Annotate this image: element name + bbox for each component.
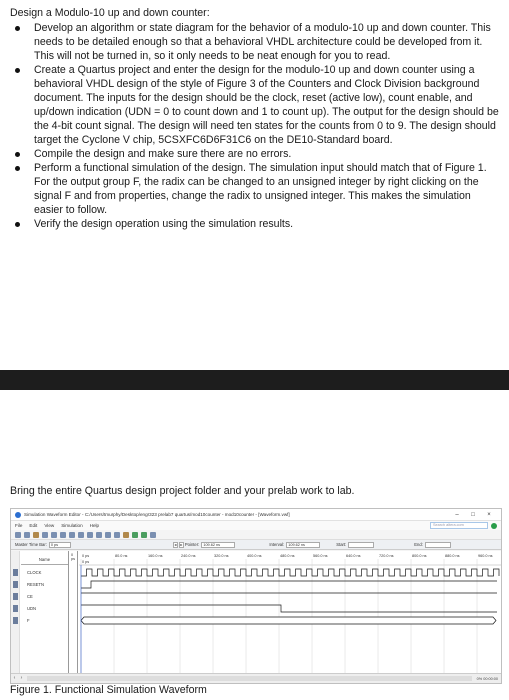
time-tick-label: 480.0 ns xyxy=(280,554,295,558)
value-column-header: 0 ps xyxy=(71,553,76,561)
signal-name[interactable]: RESETN xyxy=(27,582,44,587)
value-column xyxy=(70,551,78,673)
time-tick-label: 800.0 ns xyxy=(412,554,427,558)
maximize-button[interactable]: □ xyxy=(471,511,475,518)
master-time-bar-field[interactable]: 0 ps xyxy=(49,542,71,548)
end-label: End: xyxy=(414,542,423,547)
window-titlebar xyxy=(11,509,501,521)
search-input[interactable]: Search altera.com xyxy=(430,522,488,529)
scroll-track[interactable] xyxy=(27,676,472,681)
node-finder-icon[interactable] xyxy=(33,532,39,538)
figure-caption: Figure 1. Functional Simulation Waveform xyxy=(10,684,207,696)
time-tick-label: 560.0 ns xyxy=(313,554,328,558)
f-bus-waveform xyxy=(81,617,496,624)
select-tool-icon[interactable] xyxy=(15,532,21,538)
list-item xyxy=(10,21,499,63)
pointer-label: Pointer: xyxy=(184,542,200,547)
clock-node-icon xyxy=(13,569,18,576)
signal-name-column xyxy=(21,551,69,673)
signal-name[interactable]: CE xyxy=(27,594,33,599)
udn-waveform xyxy=(81,605,497,612)
next-transition-icon[interactable]: ▸ xyxy=(180,541,183,547)
zoom-tool-icon[interactable] xyxy=(24,532,30,538)
list-item xyxy=(10,63,499,147)
list-item-text: Develop an algorithm or state diagram for the behavior of a modulo-10 up and down counter. This needs to be detailed enough so that a behavioral VHDL architecture could be developed from it. This will not be turned in, so it only needs to be neat enough for you to read. xyxy=(34,22,491,62)
weak-high-icon[interactable] xyxy=(87,532,93,538)
input-node-icon xyxy=(13,605,18,612)
horizontal-scrollbar[interactable] xyxy=(11,673,501,683)
time-tick-label: 160.0 ns xyxy=(148,554,163,558)
signal-name[interactable]: F xyxy=(27,618,30,623)
start-field[interactable] xyxy=(348,542,374,548)
menu-simulation[interactable]: Simulation xyxy=(61,523,83,528)
bullet-icon xyxy=(15,26,20,31)
list-item-text: Verify the design operation using the simulation results. xyxy=(34,218,294,230)
bullet-icon xyxy=(15,68,20,73)
time-bar xyxy=(11,540,501,550)
count-value-icon[interactable] xyxy=(105,532,111,538)
run-functional-simulation-icon[interactable] xyxy=(132,532,138,538)
time-tick-label: 400.0 ns xyxy=(247,554,262,558)
prev-transition-icon[interactable]: ◂ xyxy=(174,541,177,547)
bullet-icon xyxy=(15,152,20,157)
scroll-right-icon[interactable]: › xyxy=(20,675,23,681)
forcing-low-icon[interactable] xyxy=(42,532,48,538)
time-tick-label: 240.0 ns xyxy=(181,554,196,558)
clock-waveform xyxy=(81,569,499,576)
bullet-icon xyxy=(15,166,20,171)
left-tool-strip xyxy=(11,551,20,673)
menu-view[interactable]: View xyxy=(44,523,55,528)
time-tick-label: 640.0 ns xyxy=(346,554,361,558)
input-node-icon xyxy=(13,581,18,588)
interval-label: Interval: xyxy=(269,542,285,547)
signal-name[interactable]: CLOCK xyxy=(27,570,42,575)
list-item xyxy=(10,147,499,161)
close-button[interactable]: × xyxy=(487,511,491,518)
unknown-value-icon[interactable] xyxy=(60,532,66,538)
window-title: Simulation Waveform Editor - C:/Users/tmurphy/Desktop/engr323 prelab7 quartus/mod10counter - mod10counter - [Waveform.vwf] xyxy=(24,512,290,517)
end-field[interactable] xyxy=(425,542,451,548)
time-tick-label: 720.0 ns xyxy=(379,554,394,558)
generate-netlist-icon[interactable] xyxy=(150,532,156,538)
master-time-bar-label: Master Time Bar: xyxy=(15,542,47,547)
waveform-area xyxy=(11,551,501,673)
scroll-left-icon[interactable]: ‹ xyxy=(13,675,16,681)
document-heading: Design a Modulo-10 up and down counter: xyxy=(10,7,210,19)
time-tick-label: 0 ps xyxy=(82,554,90,558)
input-node-icon xyxy=(13,593,18,600)
bullet-icon xyxy=(15,222,20,227)
time-tick-label: 80.0 ns xyxy=(115,554,128,558)
list-item-text: Create a Quartus project and enter the design for the modulo-10 up and down counter using a behavioral VHDL design of the style of Figure 3 of the Counters and Clock Division background document. The inputs for the design should be the clock, reset (active low), count enable, and up/down indication (UDN = 0 to count down and 1 to count up). The output for the design should be the 4-bit count signal. The design will need ten states for the counts from 0 to 9. The design should target the Cyclone V chip, 5CSXFC6D6F31C6 on the DE10-Standard board. xyxy=(34,64,499,146)
pointer-field: 109.62 ns xyxy=(201,542,235,548)
list-item-text: Perform a functional simulation of the design. The simulation input should match that of Figure 1. For the output group F, the radix can be changed to an unsigned integer by right clicking on the signal F and from properties, change the radix to unsigned integer. This makes the simulation easier to follow. xyxy=(34,162,487,216)
name-column-header: Name xyxy=(21,551,68,565)
instruction-list xyxy=(10,21,499,231)
signal-name[interactable]: UDN xyxy=(27,606,37,611)
bring-instruction: Bring the entire Quartus design project folder and your prelab work to lab. xyxy=(10,485,355,497)
time-tick-label: 960.0 ns xyxy=(478,554,493,558)
list-item xyxy=(10,217,499,231)
menu-file[interactable]: File xyxy=(15,523,23,528)
menu-bar xyxy=(11,521,501,530)
time-marker-label: 0 ps xyxy=(82,560,90,564)
simulation-status: 0% 00:00:00 xyxy=(476,676,498,681)
menu-edit[interactable]: Edit xyxy=(29,523,38,528)
page-divider-band xyxy=(0,370,509,390)
weak-low-icon[interactable] xyxy=(78,532,84,538)
time-tick-label: 880.0 ns xyxy=(445,554,460,558)
start-label: Start: xyxy=(336,542,347,547)
arbitrary-value-icon[interactable] xyxy=(123,532,129,538)
list-item-text: Compile the design and make sure there are no errors. xyxy=(34,148,292,160)
forcing-high-icon[interactable] xyxy=(51,532,57,538)
toolbar xyxy=(11,530,501,540)
output-node-icon xyxy=(13,617,18,624)
high-impedance-icon[interactable] xyxy=(69,532,75,538)
clock-icon[interactable] xyxy=(114,532,120,538)
waveform-canvas[interactable] xyxy=(79,551,501,673)
menu-help[interactable]: Help xyxy=(89,523,100,528)
simulation-waveform-window xyxy=(10,508,502,684)
time-tick-label: 320.0 ns xyxy=(214,554,229,558)
minimize-button[interactable]: – xyxy=(455,511,459,518)
quartus-app-icon xyxy=(15,512,21,518)
invert-icon[interactable] xyxy=(96,532,102,538)
list-item xyxy=(10,161,499,217)
interval-field: 109.62 ns xyxy=(286,542,320,548)
run-timing-simulation-icon[interactable] xyxy=(141,532,147,538)
help-icon[interactable] xyxy=(491,523,497,529)
document-bottom xyxy=(0,390,509,700)
resetn-waveform xyxy=(81,581,497,588)
